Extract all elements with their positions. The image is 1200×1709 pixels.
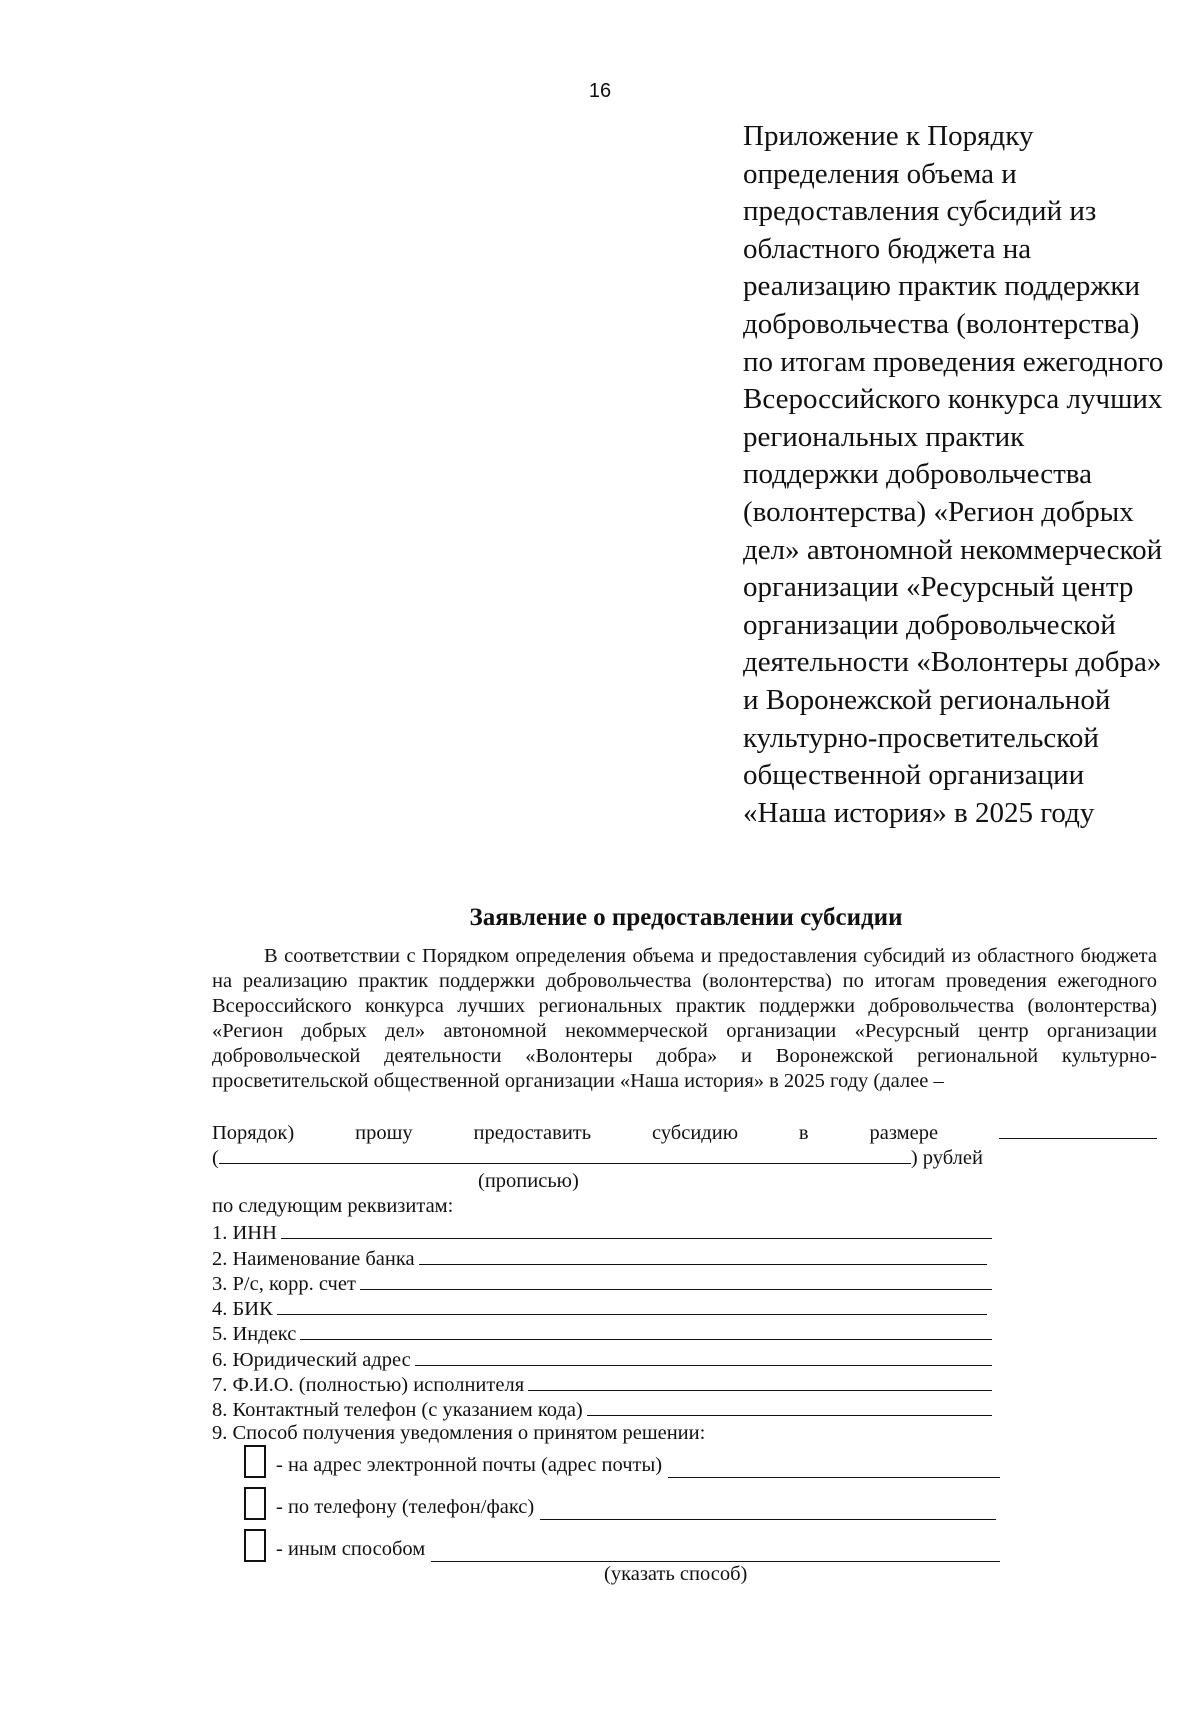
other-method-field[interactable] — [431, 1542, 1000, 1562]
option-phone — [244, 1487, 996, 1520]
amount-words-field[interactable] — [219, 1144, 911, 1164]
request-word: Порядок) — [212, 1122, 295, 1144]
field-inn — [212, 1219, 992, 1246]
field-index — [212, 1320, 992, 1347]
intro-paragraph — [212, 944, 1157, 1094]
field-account — [212, 1270, 992, 1297]
field-label: 7. Ф.И.О. (полностью) исполнителя — [212, 1374, 525, 1396]
field-input[interactable] — [415, 1346, 992, 1366]
phone-field[interactable] — [540, 1500, 996, 1520]
appendix-line: областного бюджета на — [743, 232, 1032, 265]
appendix-line: определения объема и — [743, 157, 1017, 190]
intro-paragraph-text: В соответствии с Порядком определения объема и предоставления субсидий из областного бюджета на реализацию практик поддержки добровольчества (волонтерства) по итогам проведения ежегодного Всероссийского конкурса лучших региональных практик поддержки добровольчества (волонтерства) «Регион добрых дел» автономной некоммерческой организации «Ресурсный центр организации добровольческой деятельности «Волонтеры добра» и Воронежской региональной культурно-просветительской общественной организации «Наша история» в 2025 году (далее – — [212, 945, 1157, 1092]
other-method-caption: (указать способ) — [604, 1563, 748, 1585]
field-input[interactable] — [360, 1270, 992, 1290]
field-input[interactable] — [528, 1371, 992, 1391]
form-title: Заявление о предоставлении субсидии — [469, 904, 903, 931]
appendix-line: добровольчества (волонтерства) — [743, 307, 1140, 340]
field-label: 4. БИК — [212, 1298, 273, 1320]
appendix-line: и Воронежской региональной — [743, 683, 1111, 716]
checkbox-email[interactable] — [244, 1445, 266, 1478]
request-word: размере — [869, 1122, 939, 1144]
field-input[interactable] — [277, 1295, 987, 1315]
field-legal-address — [212, 1346, 992, 1373]
field-label: 5. Индекс — [212, 1323, 297, 1345]
field-label: 8. Контактный телефон (с указанием кода) — [212, 1399, 583, 1421]
option-label: - иным способом — [276, 1538, 426, 1560]
checkbox-other[interactable] — [244, 1529, 266, 1562]
appendix-line: поддержки добровольчества — [743, 458, 1092, 491]
appendix-line: региональных практик — [743, 420, 1025, 453]
appendix-line: деятельности «Волонтеры добра» — [743, 646, 1162, 679]
request-word: предоставить — [473, 1122, 592, 1144]
amount-caption: (прописью) — [478, 1170, 579, 1192]
appendix-line: Всероссийского конкурса лучших — [743, 383, 1163, 416]
appendix-reference — [743, 118, 1183, 832]
option-label: - на адрес электронной почты (адрес почты) — [276, 1454, 663, 1476]
option-email — [244, 1445, 1000, 1478]
appendix-line: общественной организации — [743, 759, 1085, 792]
appendix-line: по итогам проведения ежегодного — [743, 345, 1164, 378]
field-label: 3. Р/с, корр. счет — [212, 1273, 356, 1295]
appendix-line: Приложение к Порядку — [743, 120, 1034, 152]
amount-open-paren: ( — [212, 1147, 219, 1169]
appendix-line: «Наша история» в 2025 году — [743, 796, 1095, 829]
field-bank-name — [212, 1245, 987, 1272]
appendix-line: культурно-просветительской — [743, 721, 1099, 754]
field-contact-phone — [212, 1396, 992, 1423]
appendix-line: организации добровольческой — [743, 608, 1116, 641]
request-word: в — [798, 1122, 809, 1144]
option-other — [244, 1529, 1000, 1562]
amount-number-field[interactable] — [999, 1119, 1157, 1139]
checkbox-phone[interactable] — [244, 1487, 266, 1520]
field-label: 6. Юридический адрес — [212, 1349, 411, 1371]
field-input[interactable] — [587, 1396, 992, 1416]
requisites-intro: по следующим реквизитам: — [212, 1195, 454, 1217]
request-line — [212, 1119, 1157, 1146]
field-label: 1. ИНН — [212, 1222, 277, 1244]
field-executor-name — [212, 1371, 992, 1398]
appendix-line: дел» автономной некоммерческой — [743, 533, 1163, 566]
field-label: 2. Наименование банка — [212, 1248, 415, 1270]
appendix-line: реализацию практик поддержки — [743, 270, 1140, 303]
field-input[interactable] — [419, 1245, 987, 1265]
appendix-line: предоставления субсидий из — [743, 195, 1097, 228]
option-label: - по телефону (телефон/факс) — [276, 1496, 535, 1518]
field-input[interactable] — [300, 1320, 992, 1340]
amount-words-line — [212, 1144, 1157, 1171]
request-word: прошу — [355, 1122, 413, 1144]
field-input[interactable] — [281, 1219, 992, 1239]
appendix-line: организации «Ресурсный центр — [743, 571, 1134, 604]
request-word: субсидию — [652, 1122, 739, 1144]
notification-heading: 9. Способ получения уведомления о принятом решении: — [212, 1422, 706, 1444]
email-field[interactable] — [668, 1458, 1000, 1478]
field-bik — [212, 1295, 987, 1322]
appendix-line: (волонтерства) «Регион добрых — [743, 495, 1134, 528]
amount-close: ) рублей — [910, 1147, 983, 1169]
page-number: 16 — [588, 80, 612, 102]
